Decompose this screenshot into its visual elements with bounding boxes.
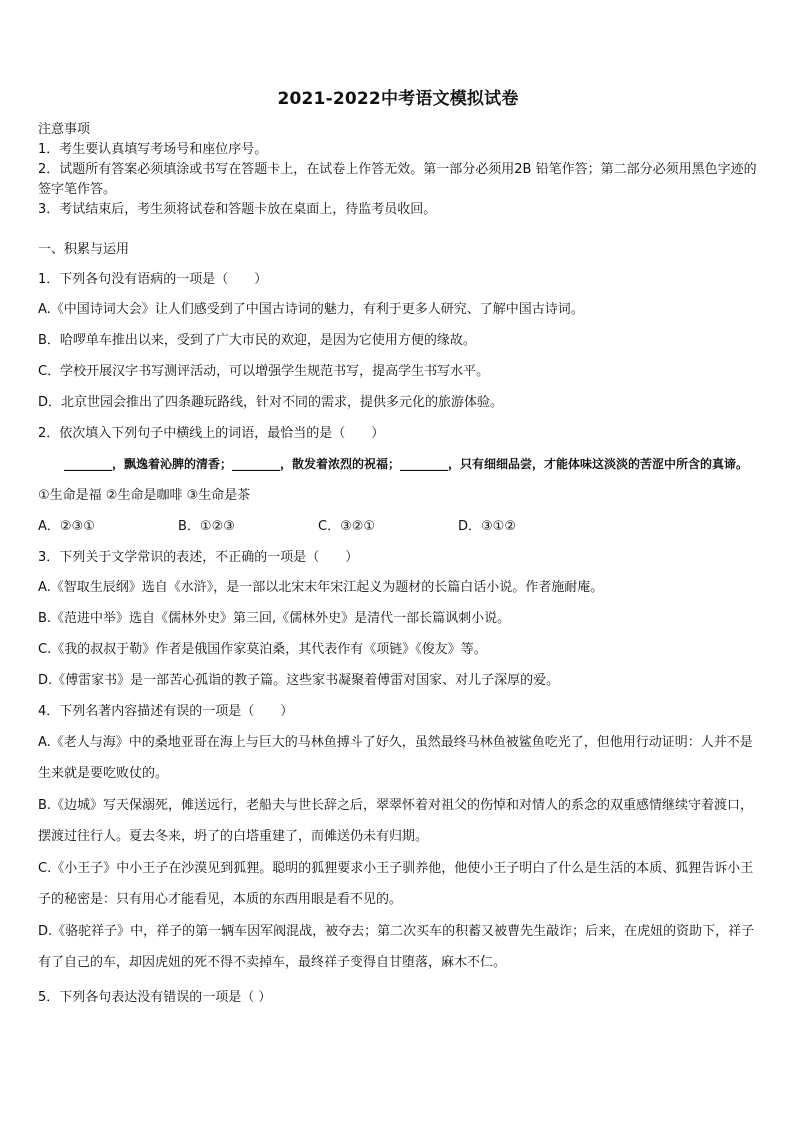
question-3-option-b: B.《范进中举》选自《儒林外史》第三回,《儒林外史》是清代一部长篇讽刺小说。 (38, 611, 511, 626)
question-4-option-d: D.《骆驼祥子》中，祥子的第一辆车因军阀混战，被夺去；第二次买车的积蓄又被曹先生敲诈；后来，在虎妞的资助下，祥子有了自己的车，却因虎妞的死不得不卖掉车，最终祥子变得自甘堕落，麻木不仁。 (38, 924, 755, 970)
question-4 (38, 702, 758, 978)
question-2-sentence: ________，飘逸着沁脾的清香；________，散发着浓烈的祝福；________，只有细细品尝，才能体味这淡淡的苦涩中所含的真谛。 (64, 457, 749, 471)
question-3-option-d: D.《傅雷家书》是一部苦心孤诣的教子篇。这些家书凝聚着傅雷对国家、对儿子深厚的爱。 (38, 673, 560, 688)
question-2-options (38, 517, 758, 537)
question-4-option-b: B.《边城》写天保溺死，傩送远行，老船夫与世长辞之后，翠翠怀着对祖父的伤悼和对情人的系念的双重感情继续守着渡口，摆渡过往行人。夏去冬来，坍了的白塔重建了，而傩送仍未有归期。 (38, 798, 754, 844)
notice-line-3: 3．考试结束后，考生须将试卷和答题卡放在桌面上，待监考员收回。 (38, 202, 437, 217)
question-2-option-a: A．②③① (38, 519, 95, 534)
question-3-text: 3．下列关于文学常识的表述，不正确的一项是（ ） (38, 550, 359, 565)
question-4-text: 4．下列名著内容描述有误的一项是（ ） (38, 704, 294, 719)
notice-line-2: 2．试题所有答案必须填涂或书写在答题卡上，在试卷上作答无效。第一部分必须用2B 铅笔作答；第二部分必须用黑色字迹的签字笔作答。 (38, 162, 757, 197)
page-title: 2021-2022中考语文模拟试卷 (277, 89, 519, 109)
exam-page (38, 88, 758, 1018)
question-3 (38, 548, 758, 691)
question-2-option-d: D．③①② (458, 519, 516, 534)
question-1 (38, 270, 758, 413)
question-2-text: 2．依次填入下列句子中横线上的词语，最恰当的是（ ） (38, 426, 385, 441)
question-3-option-a: A.《智取生辰纲》选自《水浒》，是一部以北宋末年宋江起义为题材的长篇白话小说。作者施耐庵。 (38, 580, 604, 595)
question-4-option-a: A.《老人与海》中的桑地亚哥在海上与巨大的马林鱼搏斗了好久，虽然最终马林鱼被鲨鱼吃光了，但他用行动证明：人并不是生来就是要吃败仗的。 (38, 735, 753, 781)
question-4-option-c: C.《小王子》中小王子在沙漠见到狐狸。聪明的狐狸要求小王子驯养他，他使小王子明白了什么是生活的本质、狐狸告诉小王子的秘密是：只有用心才能看见，本质的东西用眼是看不见的。 (38, 861, 754, 907)
question-2-items: ①生命是福 ②生命是咖啡 ③生命是茶 (38, 488, 251, 503)
question-2 (38, 424, 758, 537)
question-1-text: 1．下列各句没有语病的一项是（ ） (38, 272, 268, 287)
question-1-option-d: D．北京世园会推出了四条趣玩路线，针对不同的需求，提供多元化的旅游体验。 (38, 395, 504, 410)
notice-heading: 注意事项 (38, 122, 91, 137)
notice-line-1: 1．考生要认真填写考场号和座位序号。 (38, 142, 268, 157)
question-2-option-b: B．①②③ (178, 519, 235, 534)
notice-block (38, 120, 758, 220)
question-1-option-a: A.《中国诗词大会》让人们感受到了中国古诗词的魅力，有利于更多人研究、了解中国古诗词。 (38, 302, 584, 317)
question-1-option-b: B．哈啰单车推出以来，受到了广大市民的欢迎，是因为它使用方便的缘故。 (38, 333, 476, 348)
question-2-option-c: C．③②① (318, 519, 376, 534)
question-1-option-c: C．学校开展汉字书写测评活动，可以增强学生规范书写，提高学生书写水平。 (38, 364, 490, 379)
section-heading: 一、积累与运用 (38, 242, 130, 257)
question-5 (38, 988, 758, 1008)
question-5-text: 5．下列各句表达没有错误的一项是（ ） (38, 990, 272, 1005)
question-3-option-c: C.《我的叔叔于勒》作者是俄国作家莫泊桑，其代表作有《项链》《俊友》等。 (38, 642, 487, 657)
